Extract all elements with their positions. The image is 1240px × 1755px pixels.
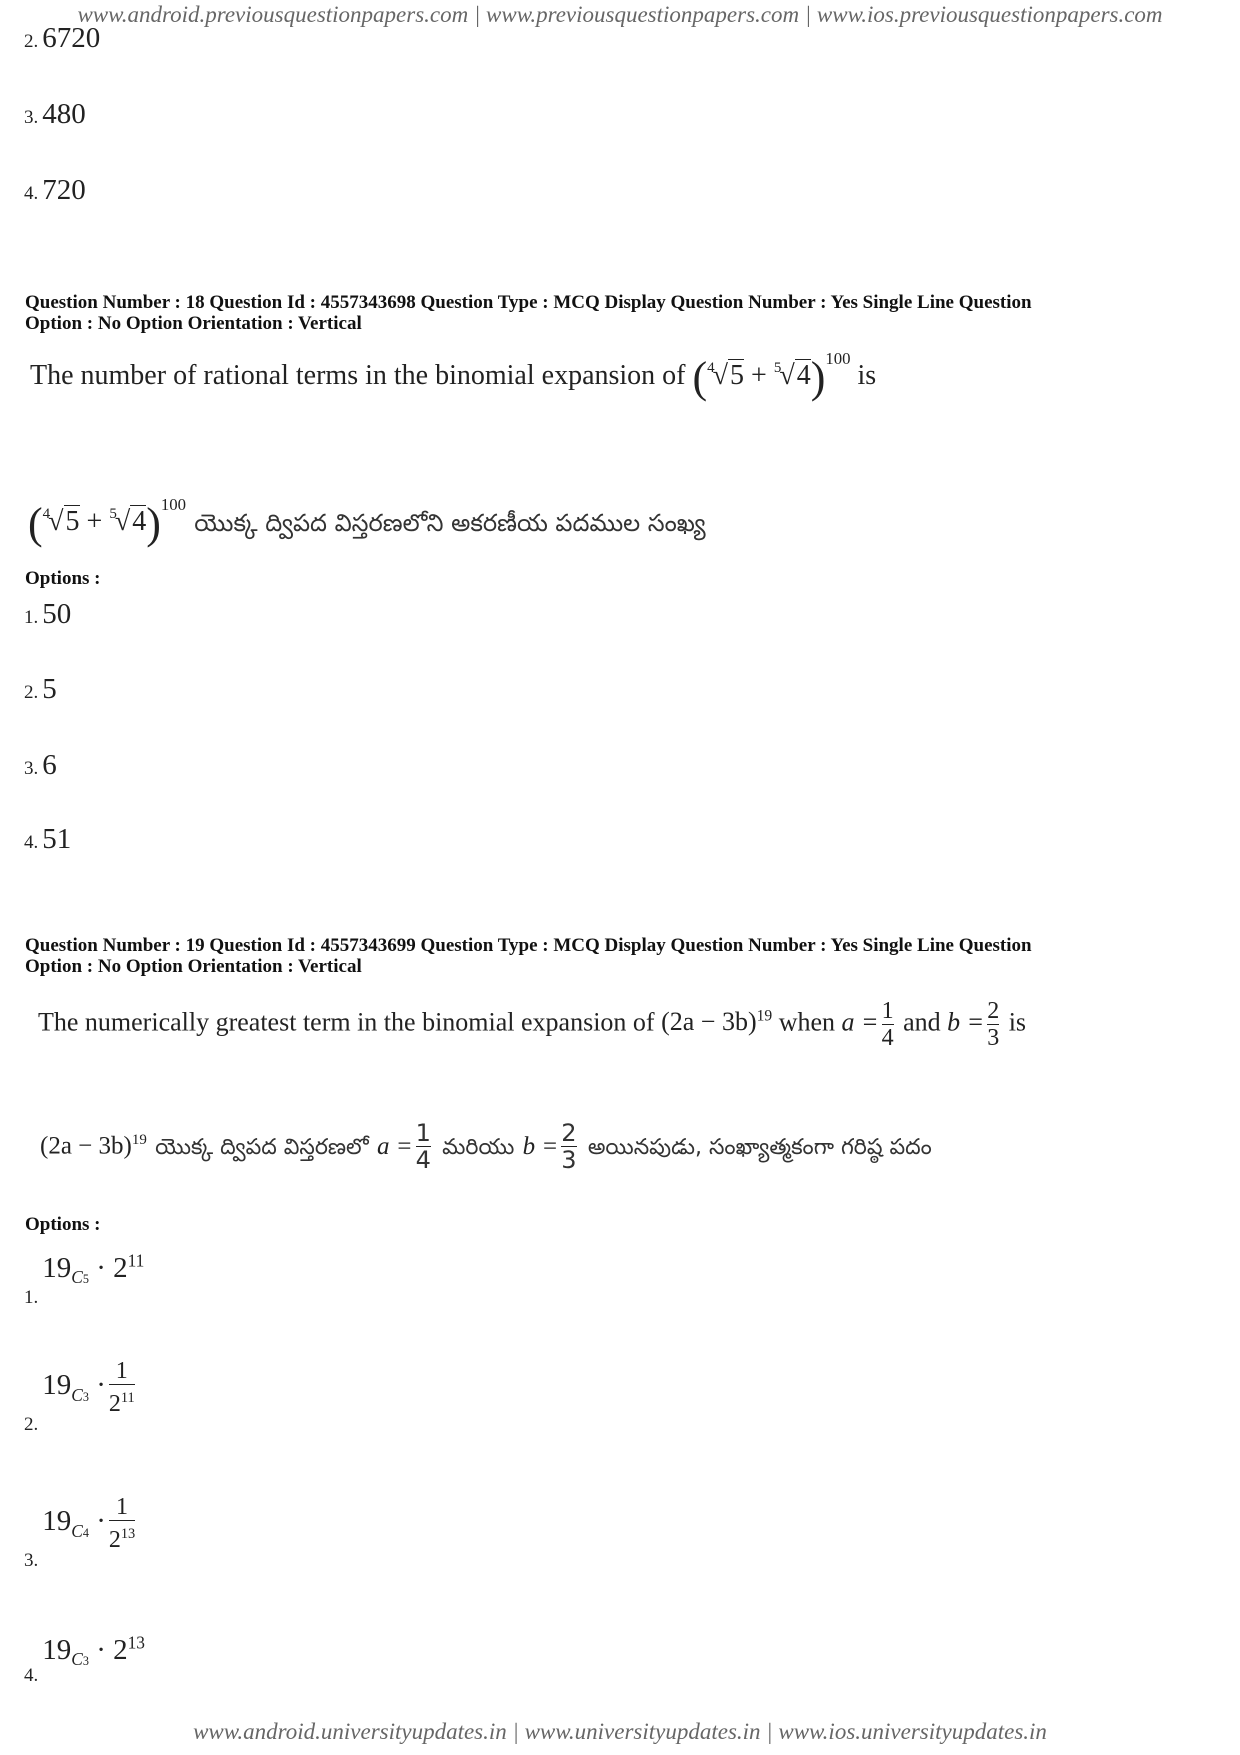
option-value: 5	[42, 673, 57, 705]
q19-b-fraction-te: $\frac{2}{3}$	[561, 1119, 577, 1174]
option-value: 51	[42, 823, 72, 855]
option-number: 2.	[24, 682, 39, 703]
q19-option-3	[24, 1494, 138, 1572]
q19-option-2	[24, 1358, 138, 1436]
q18-option-3	[24, 749, 57, 782]
option-value: 50	[42, 598, 72, 630]
q19-option-4	[24, 1632, 145, 1686]
option-number: 3.	[24, 1550, 39, 1572]
q19-expression: $(2a - 3b)^{19}$	[661, 1007, 773, 1037]
q19-b-fraction: $\frac{2}{3}$	[987, 998, 1000, 1051]
q19-options-label: Options :	[25, 1214, 101, 1235]
header-watermark: www.android.previousquestionpapers.com | www.previousquestionpapers.com | www.ios.previousquestionpapers.com	[77, 2, 1163, 27]
q19-text-before: The numerically greatest term in the binomial expansion of	[38, 1007, 655, 1037]
q18-options-label: Options :	[25, 568, 101, 589]
option-number: 1.	[24, 607, 39, 628]
q19-expression-te: $(2a - 3b)^{19}$	[40, 1132, 147, 1160]
option-number: 4.	[24, 832, 39, 853]
q19-text-te-and: మరియు	[442, 1135, 515, 1160]
q19-meta-line2: Option : No Option Orientation : Vertical	[25, 956, 362, 977]
q18-option-4	[24, 823, 71, 856]
q19-is: is	[1008, 1007, 1027, 1037]
q19-option-1	[24, 1250, 145, 1308]
option-value: $19_{C3}$ · $\frac{1}{2^{11}}$	[42, 1358, 135, 1417]
footer-watermark: www.android.universityupdates.in | www.universityupdates.in | www.ios.universityupdates.in	[193, 1719, 1047, 1744]
q19-meta-line1: Question Number : 19 Question Id : 4557343699 Question Type : MCQ Display Question Number : Yes Single Line Question	[25, 935, 1032, 956]
q19-a-eq: a =	[841, 1007, 879, 1037]
option-value: 480	[42, 98, 86, 130]
q18-question-te	[28, 494, 706, 549]
option-number: 3.	[24, 758, 39, 779]
q18-text-after: is	[857, 359, 877, 391]
q18-meta-line1: Question Number : 18 Question Id : 4557343698 Question Type : MCQ Display Question Number : Yes Single Line Question	[25, 292, 1032, 313]
option-number: 2.	[24, 1414, 39, 1436]
q18-question-en	[30, 348, 877, 403]
q19-meta	[25, 935, 1225, 977]
option-number: 4.	[24, 1664, 39, 1686]
q19-a-fraction-te: $\frac{1}{4}$	[415, 1119, 431, 1174]
option-value: 6720	[42, 22, 101, 54]
q19-text-te-1: యొక్క ద్విపద విస్తరణలో	[155, 1135, 369, 1160]
q18-meta	[25, 292, 1225, 334]
q18-expression-te: $(^4√5 + ^5√4)^{100}$	[28, 494, 187, 548]
q18-text-te: యొక్క ద్విపద విస్తరణలోని అకరణీయ పదముల సంఖ్య	[194, 509, 706, 537]
option-number: 2.	[24, 31, 39, 52]
option-number: 4.	[24, 183, 39, 204]
q19-b-eq-te: b =	[522, 1132, 559, 1160]
q19-question-en	[38, 998, 1026, 1051]
q18-option-1	[24, 598, 71, 631]
q19-a-eq-te: a =	[376, 1132, 413, 1160]
q19-when: when	[778, 1007, 836, 1037]
prev-option-4	[24, 174, 86, 207]
prev-option-3	[24, 98, 86, 131]
option-value: $19_{C3} \cdot 2^{13}$	[42, 1632, 145, 1670]
q18-option-2	[24, 673, 57, 706]
option-number: 3.	[24, 107, 39, 128]
option-value: 6	[42, 749, 57, 781]
q19-and: and	[903, 1007, 941, 1037]
q18-text-before: The number of rational terms in the binomial expansion of	[30, 359, 686, 391]
q19-b-eq: b =	[947, 1007, 985, 1037]
option-value: $19_{C5} \cdot 2^{11}$	[42, 1250, 145, 1288]
q18-meta-line2: Option : No Option Orientation : Vertical	[25, 313, 362, 334]
prev-option-2	[24, 22, 100, 55]
option-value: 720	[42, 174, 86, 206]
q19-a-fraction: $\frac{1}{4}$	[881, 998, 894, 1051]
q19-text-te-2: అయినపుడు, సంఖ్యాత్మకంగా గరిష్ఠ పదం	[587, 1135, 932, 1160]
option-value: $19_{C4}$ · $\frac{1}{2^{13}}$	[42, 1494, 136, 1553]
q19-question-te	[40, 1120, 932, 1173]
q18-expression: $(^4√5 + ^5√4)^{100}$	[692, 348, 851, 402]
option-number: 1.	[24, 1286, 39, 1308]
